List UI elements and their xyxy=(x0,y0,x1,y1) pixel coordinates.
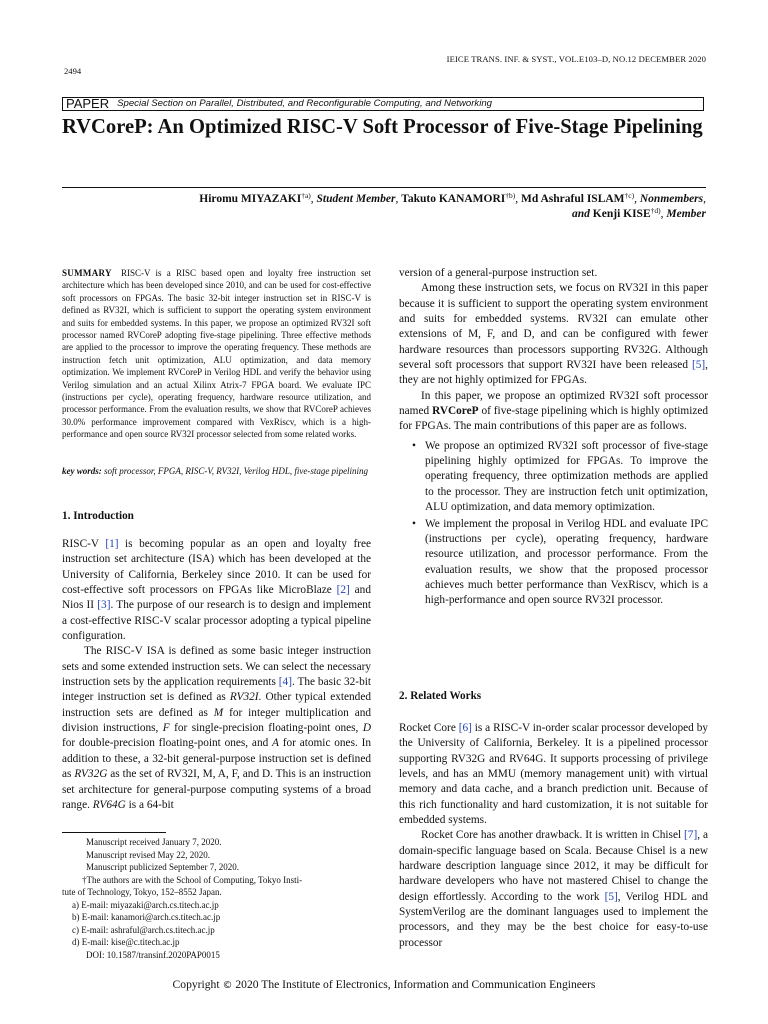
list-item-text: We implement the proposal in Verilog HDL and evaluate IPC (instructions per cycle), operating frequency, hardware resource utilization, and processor performance. From the evaluation results, we show that the proposed processor achieves much better performance than VexRiscv, which is a high-performance and open source RV32I processor. xyxy=(425,517,708,607)
author-line-1: Hiromu MIYAZAKI$^{\dagger a)}$, Student Member, Takuto KANAMORI$^{\dagger b)}$, Md Ashraful ISLAM$^{\dagger c)}$, Nonmembers, xyxy=(199,191,706,205)
author-name: Hiromu MIYAZAKI xyxy=(199,193,302,205)
footnote-line: Manuscript revised May 22, 2020. xyxy=(86,849,210,860)
author-name: Md Ashraful ISLAM xyxy=(521,193,625,205)
citation-link[interactable]: [7] xyxy=(684,829,698,842)
paragraph xyxy=(62,537,371,644)
author-mark: †b) xyxy=(505,191,516,200)
page-number: 2494 xyxy=(64,66,82,76)
author-line-2: and Kenji KISE$^{\dagger d)}$, Member xyxy=(572,206,706,220)
author-name: Kenji KISE xyxy=(592,208,651,220)
special-section-label: Special Section on Parallel, Distributed, and Reconfigurable Computing, and Networking xyxy=(117,98,493,109)
text-run: . The basic 32-bit integer instruction set is defined as xyxy=(62,676,371,704)
text-run: Among these instruction sets, we focus on RV32I in this paper because it is sufficient to support the operating system environment and suits for embedded systems. RV32I can emulate other extensions of M, F, and D, and can be configured with fewer hardware resources than processors supporting RV32G. Although several soft processors that support RV32I have been released xyxy=(399,282,708,372)
title-rule xyxy=(62,187,706,188)
copyright-text: 2020 The Institute of Electronics, Information and Communication Engineers xyxy=(232,978,596,991)
list-item-text: We propose an optimized RV32I soft processor of five-stage pipelining highly optimized for FPGAs. To improve the operating frequency, three optimization methods are applied to the processor. They are instruction fetch unit optimization, ALU optimization, and data memory optimization. xyxy=(425,439,708,514)
text-run: In this paper, we propose an optimized RV32I soft processor named xyxy=(399,389,708,418)
text-run: as the set of RV32I, M, A, F, and D. This is an instruction set architecture for general-purpose computing systems of a broad range. xyxy=(62,768,371,811)
text-run: for atomic ones. In addition to these, a 32-bit general-purpose instruction set is defined as xyxy=(62,737,371,781)
text-run: . The purpose of our research is to design and implement a cost-effective RISC-V scalar processor adopting a typical pipeline configuration. xyxy=(62,599,371,643)
text-run: RISC-V xyxy=(62,538,106,550)
journal-header: IEICE TRANS. INF. & SYST., VOL.E103–D, NO.12 DECEMBER 2020 xyxy=(446,54,706,64)
emphasis: M xyxy=(213,706,224,719)
author-and: and xyxy=(572,208,590,220)
footnote-line: †The authors are with the School of Computing, Tokyo Insti- xyxy=(82,874,303,885)
right-column-body xyxy=(399,266,708,610)
emphasis: RV64G xyxy=(92,798,126,811)
paragraph xyxy=(62,644,371,813)
bullet-icon: • xyxy=(412,439,416,452)
copyright-icon: © xyxy=(222,980,233,991)
keywords xyxy=(62,465,371,477)
citation-link[interactable]: [6] xyxy=(458,722,472,734)
paper-title: RVCoreP: An Optimized RISC-V Soft Processor of Five-Stage Pipelining xyxy=(62,116,703,138)
paper-type-label: PAPER xyxy=(66,97,110,111)
text-run: Rocket Core has another drawback. It is written in Chisel xyxy=(421,829,685,842)
emphasis: D xyxy=(362,722,371,735)
member-grade: Student Member xyxy=(316,193,396,205)
contribution-list xyxy=(399,439,708,609)
section-heading-introduction: 1. Introduction xyxy=(62,510,134,522)
text-run: is a RISC-V in-order scalar processor developed by the University of California, Berkeley. It is a pipelined processor supporting RV32G and RV64G. It supports processing of privilege levels, and has an MMU (memory management unit) with virtual memory and data cache, and a branch prediction unit. Because of this rich functionality and hard customization, it is not suitable for embedded systems. xyxy=(399,722,709,827)
list-item xyxy=(412,517,708,609)
paragraph: version of a general-purpose instruction set. xyxy=(399,267,598,279)
footnote-line: tute of Technology, Tokyo, 152–8552 Japan. xyxy=(62,887,222,897)
emphasis: F xyxy=(162,722,170,735)
footnote-email: d) E-mail: kise@c.titech.ac.jp xyxy=(72,937,180,947)
citation-link[interactable]: [5] xyxy=(604,890,618,903)
author-mark: †c) xyxy=(624,191,635,200)
text-run: for double-precision floating-point ones, and xyxy=(62,737,273,750)
text-run: of five-stage pipelining which is highly optimized for FPGAs. The main contributions of this paper are as follows. xyxy=(399,405,709,433)
copyright-footer xyxy=(0,978,768,991)
summary-text: RISC-V is a RISC based open and loyalty free instruction set architecture which has been developed since 2010, and can be used for cost-effective soft processors on FPGAs. The basic 32-bit integer instruction set in RISC-V is defined as RV32I, which is sufficient to support the operating system environment and suits for embedded systems. In this paper, we propose an optimized RV32I soft processor named RVCoreP adopting five-stage pipelining. Three effective methods are applied to the processor to improve the operating frequency. These methods are instruction fetch unit optimization, ALU optimization, and data memory optimization. We implement RVCoreP in Verilog HDL and verify the behavior using Verilog simulation and an actual Xilinx Atrix-7 FPGA board. We evaluate IPC (instructions per cycle), operating frequency, hardware resource utilization, and processor performance. From the evaluation results, we show that RVCoreP achieves 30.0% performance improvement compared with VexRiscv, which is a high-performance and open source RV32I processor selected from some related works. xyxy=(62,268,371,440)
text-run: for single-precision floating-point ones, xyxy=(169,722,363,735)
author-list xyxy=(60,192,706,222)
emphasis: A xyxy=(272,737,279,750)
processor-name: RVCoreP xyxy=(432,405,479,418)
text-run: , Verilog HDL and SystemVerilog are the dominant languages used to implement the processors, and they may be the best choice for easy-to-use processor xyxy=(399,890,708,949)
author-mark: †d) xyxy=(650,206,661,215)
footnote-line: Manuscript publicized September 7, 2020. xyxy=(86,862,239,872)
text-run: is a 64-bit xyxy=(125,798,174,811)
emphasis: RV32G xyxy=(74,768,108,781)
footnote-doi: DOI: 10.1587/transinf.2020PAP0015 xyxy=(86,949,220,960)
section-heading-related-works: 2. Related Works xyxy=(399,690,482,702)
bullet-icon: • xyxy=(412,517,416,530)
text-run: and Nios II xyxy=(62,584,371,612)
list-item xyxy=(412,439,708,516)
footnote-rule xyxy=(62,832,166,833)
introduction-body xyxy=(62,537,371,813)
citation-link[interactable]: [3] xyxy=(97,599,111,612)
footnote-email: a) E-mail: miyazaki@arch.cs.titech.ac.jp xyxy=(72,899,219,910)
text-run: for integer multiplication and division instructions, xyxy=(62,706,371,735)
text-run: Rocket Core xyxy=(399,722,459,734)
paragraph xyxy=(399,828,708,951)
paragraph xyxy=(399,281,708,388)
citation-link[interactable]: [1] xyxy=(105,538,119,550)
footnotes xyxy=(62,836,372,961)
footnote-email: c) E-mail: ashraful@arch.cs.titech.ac.jp xyxy=(72,924,215,935)
footnote-email: b) E-mail: kanamori@arch.cs.titech.ac.jp xyxy=(72,912,221,922)
member-grade: Nonmembers xyxy=(639,193,704,205)
citation-link[interactable]: [2] xyxy=(336,584,350,597)
author-name: Takuto KANAMORI xyxy=(401,193,506,205)
footnote-line: Manuscript received January 7, 2020. xyxy=(86,837,222,847)
summary-block xyxy=(62,267,371,441)
keywords-text: soft processor, FPGA, RISC-V, RV32I, Verilog HDL, five-stage pipelining xyxy=(104,466,369,476)
paper-type-box xyxy=(62,97,704,111)
citation-link[interactable]: [5] xyxy=(691,359,706,372)
text-run: , a domain-specific language based on Scala. Because Chisel is a new hardware description language since 2012, it may be difficult for hardware developers who have not mastered Chisel to change the design effortlessly. According to the work xyxy=(399,829,708,903)
emphasis: RV32I xyxy=(229,691,259,704)
member-grade: Member xyxy=(666,208,706,220)
citation-link[interactable]: [4] xyxy=(278,676,292,689)
text-run: . Other typical extended instruction sets are defined as xyxy=(62,691,371,719)
paragraph xyxy=(399,389,708,435)
text-run: is becoming popular as an open and loyalty free instruction set architecture (ISA) which has been developed at the University of California, Berkeley since 2010. It can be used for cost-effective soft processors on FPGAs like MicroBlaze xyxy=(62,538,371,597)
paragraph xyxy=(399,721,708,828)
author-mark: †a) xyxy=(301,191,311,200)
text-run: , they are not highly optimized for FPGAs. xyxy=(399,359,708,387)
related-works-body xyxy=(399,721,708,951)
copyright-text: Copyright xyxy=(172,978,223,991)
summary-label: SUMMARY xyxy=(62,268,112,278)
text-run: The RISC-V ISA is defined as some basic integer instruction sets and some extended instruction sets. We can select the necessary instruction sets by the application requirements xyxy=(62,645,371,689)
keywords-label: key words: xyxy=(62,466,102,476)
